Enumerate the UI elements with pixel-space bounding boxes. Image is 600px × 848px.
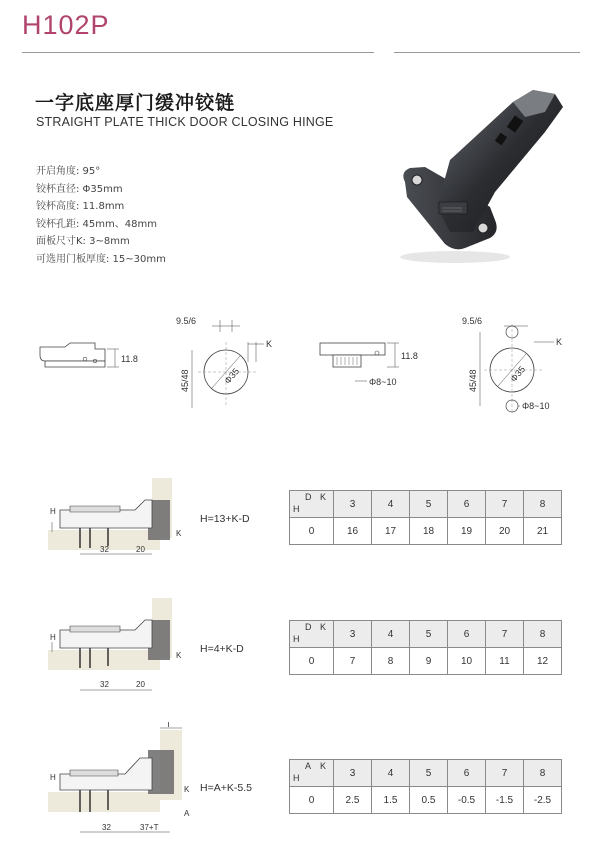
table-cell: 1.5 (372, 787, 410, 814)
table-header: 8 (524, 621, 562, 648)
table-cell: 12 (524, 648, 562, 675)
mount-2-formula: H=4+K-D (200, 643, 244, 655)
header-divider-right (394, 52, 580, 53)
header-divider-left (22, 52, 374, 53)
table-header: 3 (334, 491, 372, 518)
mount-1-w1: 32 (100, 545, 109, 554)
spec-item: 铰杯直径: Φ35mm (36, 183, 123, 195)
table-row-label: 0 (290, 648, 334, 675)
plate-side-drawing (35, 335, 145, 385)
hinge-product-image (395, 72, 580, 267)
table-header: 7 (486, 491, 524, 518)
table-cell: -2.5 (524, 787, 562, 814)
dim-dowel-b: Φ8~10 (522, 401, 550, 411)
mount-1-table (289, 490, 562, 545)
mount-2-w1: 32 (100, 680, 109, 689)
mount-3-k: K (184, 785, 190, 794)
mount-3-table (289, 759, 562, 814)
product-title-en: STRAIGHT PLATE THICK DOOR CLOSING HINGE (36, 115, 334, 129)
table-corner: D K H (290, 491, 334, 518)
spec-list (36, 163, 166, 269)
mount-3-t: T (166, 722, 171, 729)
table-cell: 20 (486, 518, 524, 545)
mount-2-k: K (176, 651, 182, 660)
table-cell: 7 (334, 648, 372, 675)
spec-item: 可选用门板厚度: 15~30mm (36, 253, 166, 265)
dim-hole-distance-a: 45/48 (180, 369, 190, 392)
cup-side-drawing (315, 335, 430, 395)
table-cell: 16 (334, 518, 372, 545)
table-header: 3 (334, 621, 372, 648)
dim-offset-a: 9.5/6 (176, 316, 197, 326)
table-header: 8 (524, 491, 562, 518)
mount-1-h: H (50, 507, 56, 516)
table-header: 7 (486, 760, 524, 787)
table-header: 6 (448, 760, 486, 787)
table-header: 5 (410, 760, 448, 787)
table-header: 5 (410, 621, 448, 648)
table-header: 6 (448, 621, 486, 648)
table-header: 4 (372, 491, 410, 518)
table-cell: 2.5 (334, 787, 372, 814)
table-header: 3 (334, 760, 372, 787)
table-cell: 0.5 (410, 787, 448, 814)
dim-hole-distance-b: 45/48 (468, 369, 478, 392)
dim-height-b: 11.8 (401, 351, 418, 361)
mount-2-table (289, 620, 562, 675)
table-cell: 18 (410, 518, 448, 545)
model-number: H102P (22, 10, 110, 40)
table-header: 6 (448, 491, 486, 518)
table-cell: 9 (410, 648, 448, 675)
mount-3-w2: 37+T (140, 823, 159, 832)
spec-item: 铰杯高度: 11.8mm (36, 201, 125, 213)
table-cell: 10 (448, 648, 486, 675)
table-cell: 17 (372, 518, 410, 545)
table-cell: 21 (524, 518, 562, 545)
spec-item: 铰杯孔距: 45mm、48mm (36, 218, 157, 230)
table-cell: 8 (372, 648, 410, 675)
mount-2-w2: 20 (136, 680, 145, 689)
cup-hole-drawing-b (458, 312, 573, 422)
table-row-label: 0 (290, 787, 334, 814)
table-header: 5 (410, 491, 448, 518)
table-header: 7 (486, 621, 524, 648)
dim-offset-b: 9.5/6 (462, 316, 483, 326)
table-row-label: 0 (290, 518, 334, 545)
mount-3-a: A (184, 809, 190, 818)
mount-3-w1: 32 (102, 823, 111, 832)
product-title-cn: 一字底座厚门缓冲铰链 (35, 92, 236, 114)
mount-1-w2: 20 (136, 545, 145, 554)
mount-diagram-2 (40, 598, 190, 693)
table-header: 4 (372, 621, 410, 648)
spec-item: 面板尺寸K: 3~8mm (36, 236, 130, 248)
mount-diagram-3 (40, 722, 190, 837)
table-cell: 11 (486, 648, 524, 675)
mount-1-formula: H=13+K-D (200, 513, 250, 525)
mount-3-h: H (50, 773, 56, 782)
spec-item: 开启角度: 95° (36, 166, 101, 177)
cup-hole-drawing-a (168, 312, 278, 422)
dim-height-a: 11.8 (121, 354, 138, 364)
dim-diameter-b: Φ35 (508, 364, 528, 384)
dim-k-a: K (266, 339, 273, 349)
table-corner: D K H (290, 621, 334, 648)
dim-dowel-a: Φ8~10 (369, 377, 397, 387)
mount-diagram-1 (40, 470, 190, 565)
mount-2-h: H (50, 633, 56, 642)
table-header: 8 (524, 760, 562, 787)
table-header: 4 (372, 760, 410, 787)
mount-3-formula: H=A+K-5.5 (200, 782, 252, 794)
table-cell: 19 (448, 518, 486, 545)
dim-k-b: K (556, 337, 563, 347)
table-cell: -0.5 (448, 787, 486, 814)
mount-1-k: K (176, 529, 182, 538)
table-cell: -1.5 (486, 787, 524, 814)
table-corner: A K H (290, 760, 334, 787)
dim-diameter-a: Φ35 (222, 366, 242, 386)
